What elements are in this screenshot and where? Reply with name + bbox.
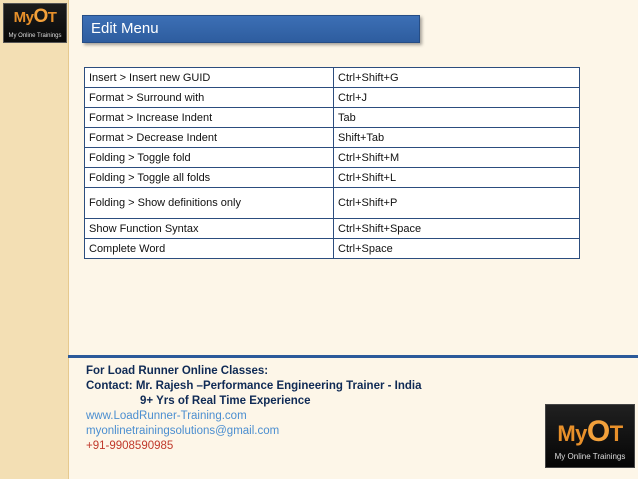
action-cell: Format > Increase Indent (85, 108, 334, 128)
footer-contact: Contact: Mr. Rajesh –Performance Engineering Trainer - India (86, 380, 422, 392)
shortcut-cell: Tab (334, 108, 580, 128)
myot-logo-large (545, 404, 635, 468)
logo-o: O (33, 6, 48, 27)
action-cell: Format > Surround with (85, 88, 334, 108)
logo-o: O (586, 415, 610, 448)
table-row (85, 219, 580, 239)
action-cell: Insert > Insert new GUID (85, 68, 334, 88)
action-cell: Folding > Toggle all folds (85, 168, 334, 188)
website-link[interactable]: www.LoadRunner-Training.com (86, 410, 247, 422)
action-cell: Folding > Toggle fold (85, 148, 334, 168)
action-cell: Complete Word (85, 239, 334, 259)
logo-word (4, 6, 66, 28)
table-row (85, 239, 580, 259)
slide-title-bar (82, 15, 420, 43)
shortcut-cell: Ctrl+Space (334, 239, 580, 259)
shortcut-cell: Ctrl+Shift+Space (334, 219, 580, 239)
contact-footer (86, 364, 422, 454)
table-row (85, 68, 580, 88)
shortcut-table (84, 67, 580, 259)
shortcut-cell: Ctrl+Shift+G (334, 68, 580, 88)
logo-word (546, 415, 634, 449)
shortcut-cell: Ctrl+Shift+M (334, 148, 580, 168)
logo-t: T (47, 9, 57, 26)
action-cell: Show Function Syntax (85, 219, 334, 239)
shortcut-cell: Ctrl+Shift+P (334, 188, 580, 219)
table-row (85, 108, 580, 128)
table-row (85, 88, 580, 108)
email-link[interactable]: myonlinetrainingsolutions@gmail.com (86, 425, 280, 437)
shortcut-cell: Ctrl+Shift+L (334, 168, 580, 188)
phone-number: +91-9908590985 (86, 440, 174, 452)
logo-my: My (13, 9, 34, 26)
shortcut-cell: Shift+Tab (334, 128, 580, 148)
slide-title: Edit Menu (91, 20, 159, 37)
logo-t: T (609, 421, 623, 446)
logo-subtitle: My Online Trainings (8, 33, 62, 39)
action-cell: Format > Decrease Indent (85, 128, 334, 148)
action-cell: Folding > Show definitions only (85, 188, 334, 219)
footer-divider (68, 355, 638, 358)
table-row (85, 188, 580, 219)
table-row (85, 128, 580, 148)
left-sidebar (0, 0, 69, 479)
logo-subtitle: My Online Trainings (554, 452, 626, 461)
table-row (85, 168, 580, 188)
logo-my: My (557, 421, 587, 446)
footer-experience: 9+ Yrs of Real Time Experience (140, 395, 311, 407)
myot-logo-small (3, 3, 67, 43)
table-row (85, 148, 580, 168)
footer-heading: For Load Runner Online Classes: (86, 365, 269, 377)
shortcut-cell: Ctrl+J (334, 88, 580, 108)
